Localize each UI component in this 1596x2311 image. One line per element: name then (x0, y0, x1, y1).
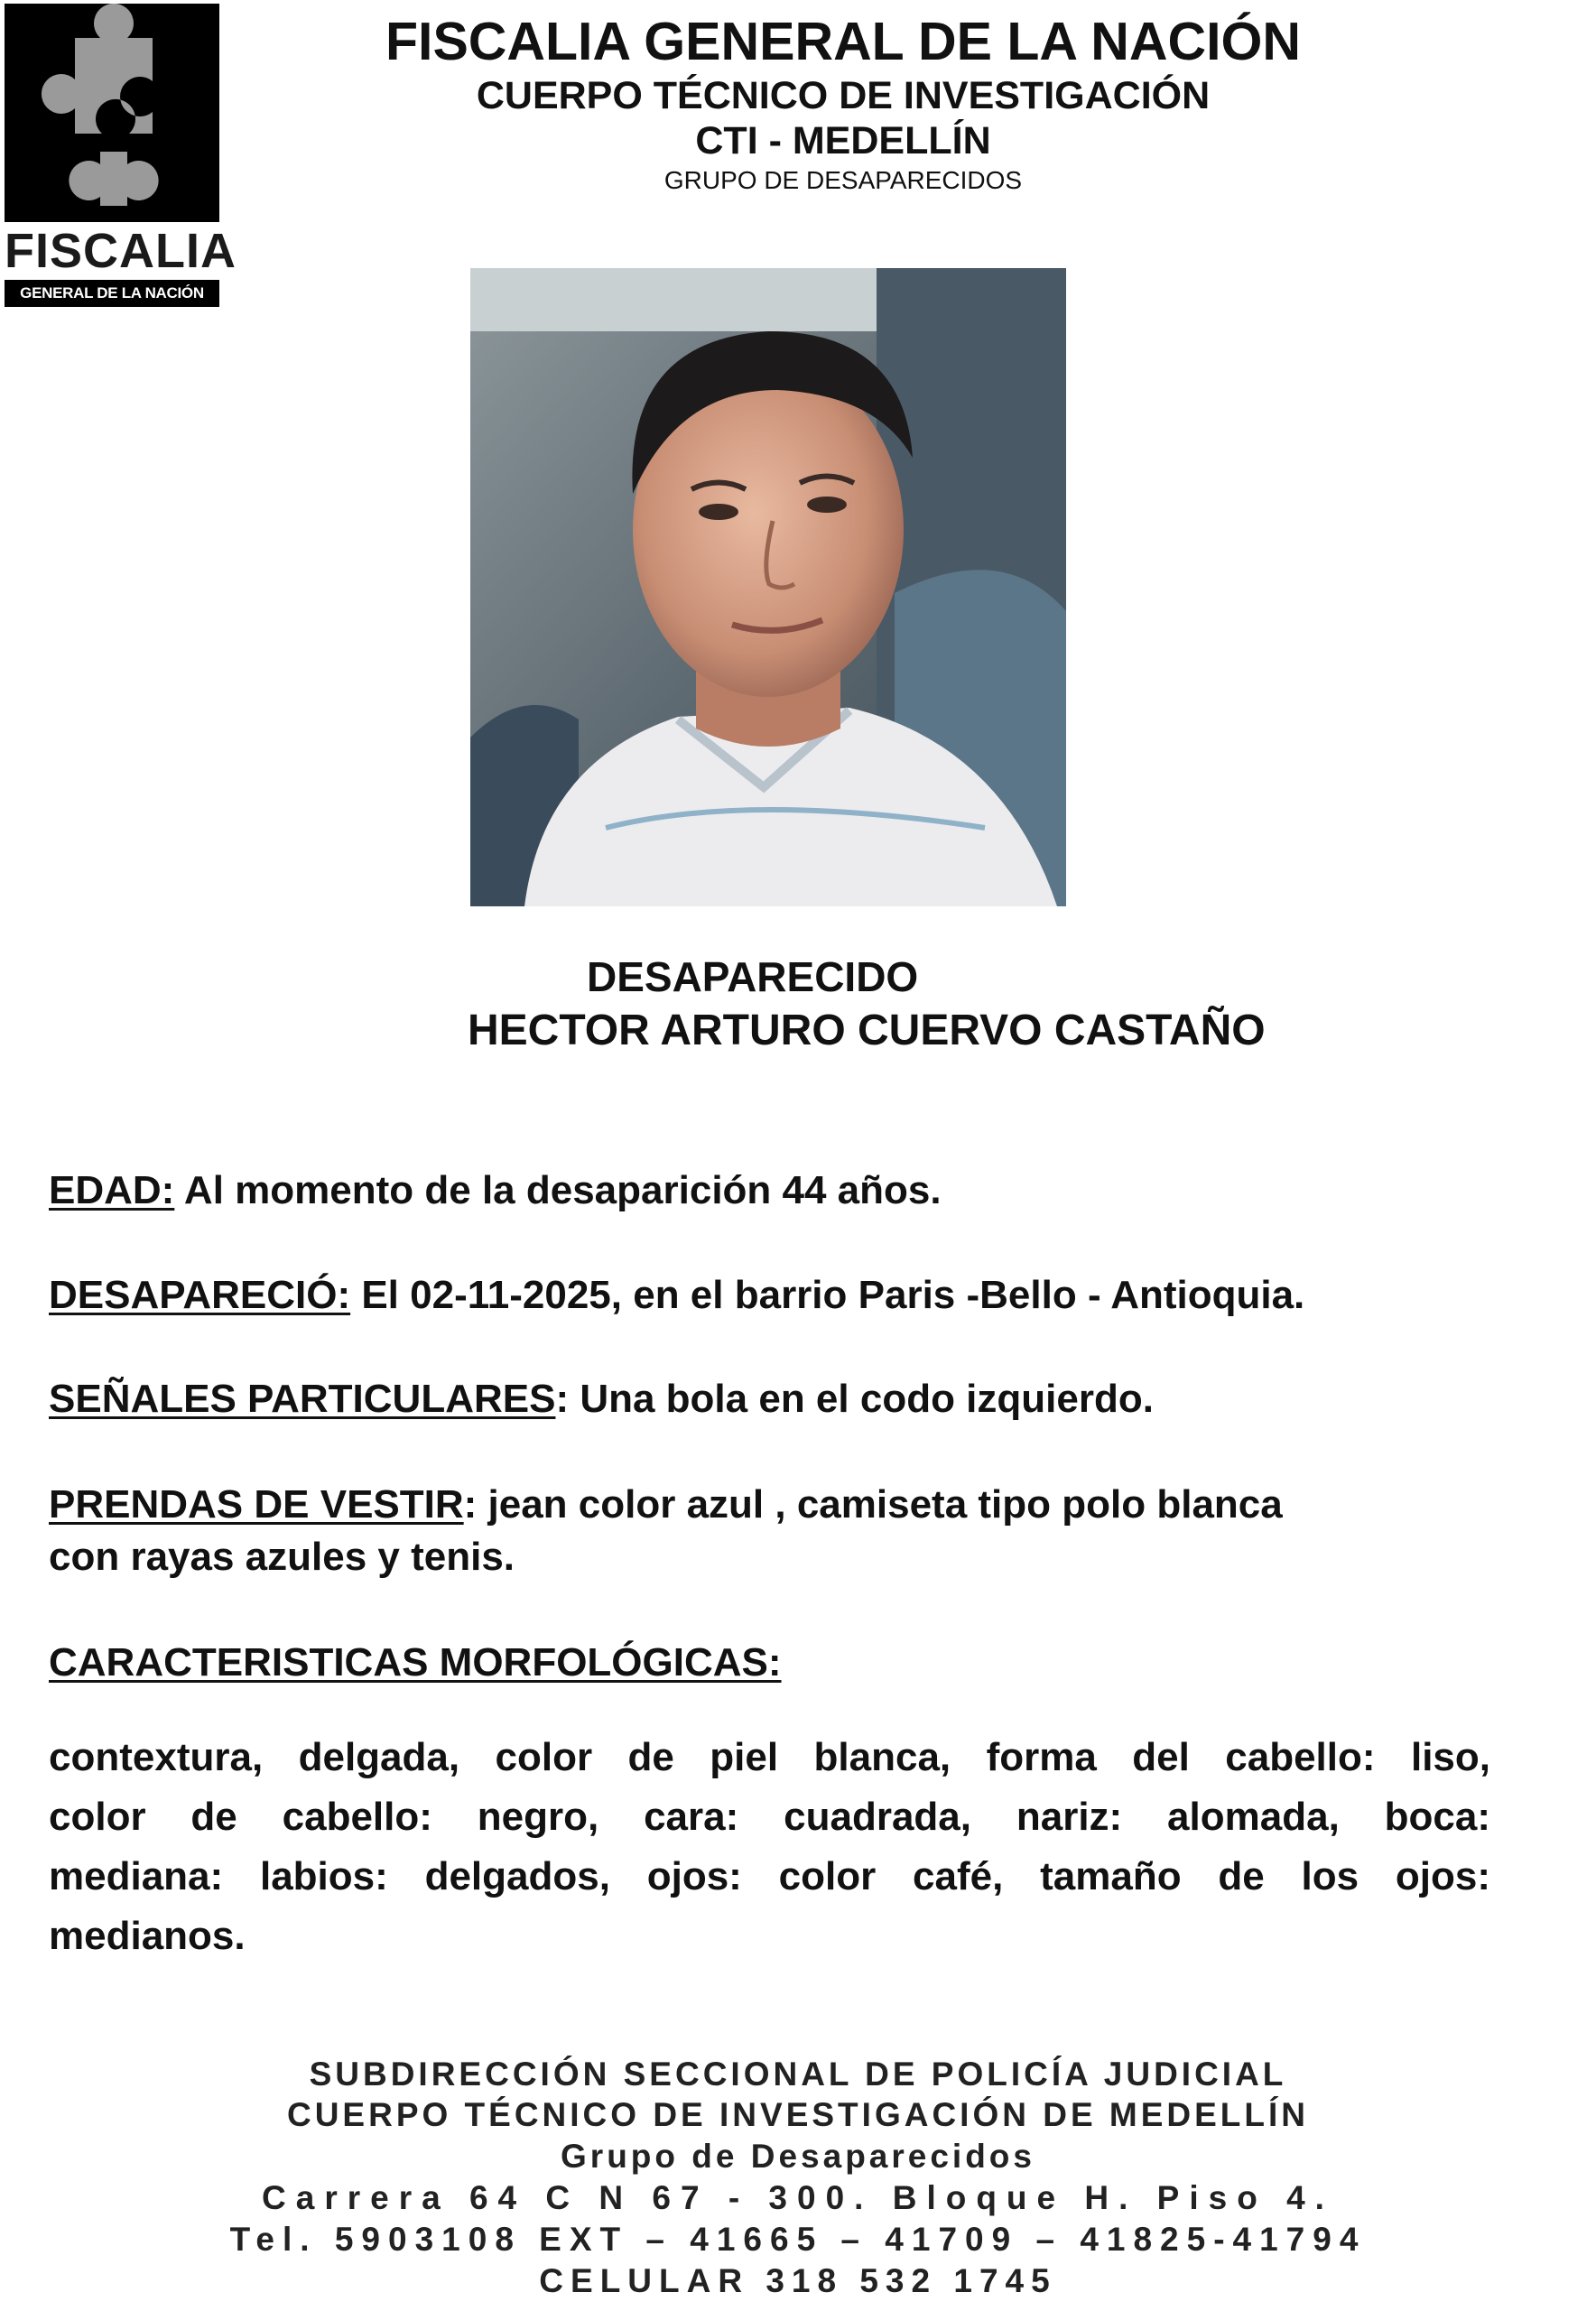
field-label: CARACTERISTICAS MORFOLÓGICAS: (49, 1640, 782, 1685)
footer-cuerpo: CUERPO TÉCNICO DE INVESTIGACIÓN DE MEDELLÍN (286, 2096, 1309, 2133)
footer-phone: Tel. 5903108 EXT – 41665 – 41709 – 41825-41794 (229, 2221, 1367, 2258)
field-value: : jean color azul , camiseta tipo polo blanca (463, 1482, 1283, 1527)
header-city: CTI - MEDELLÍN (695, 119, 991, 162)
missing-person-photo (470, 268, 1066, 906)
logo-subtitle: GENERAL DE LA NACIÓN (5, 280, 219, 307)
description-line: contextura, delgada, color de piel blanca, forma del cabello: liso, (49, 1735, 1490, 1779)
header-group: GRUPO DE DESAPARECIDOS (663, 166, 1023, 194)
field-prendas-continued: con rayas azules y tenis. (49, 1535, 515, 1579)
field-senales (49, 1373, 1493, 1425)
field-label: PRENDAS DE VESTIR (49, 1482, 464, 1527)
status-title: DESAPARECIDO (587, 953, 919, 1000)
field-caracteristicas (49, 1637, 1493, 1689)
field-value: Al momento de la desaparición 44 años. (174, 1168, 942, 1212)
footer-mobile: CELULAR 318 532 1745 (539, 2262, 1057, 2299)
field-prendas (49, 1479, 1493, 1531)
description-line: color de cabello: negro, cara: cuadrada, nariz: alomada, boca: (49, 1795, 1490, 1839)
description-line: mediana: labios: delgados, ojos: color café, tamaño de los ojos: (49, 1854, 1490, 1898)
footer-group: Grupo de Desaparecidos (561, 2138, 1035, 2175)
field-value: : Una bola en el codo izquierdo. (555, 1377, 1154, 1421)
person-name: HECTOR ARTURO CUERVO CASTAÑO (468, 1007, 1266, 1054)
logo-wordmark: FISCALIA (5, 224, 237, 278)
field-edad (49, 1165, 1493, 1217)
footer-subdireccion: SUBDIRECCIÓN SECCIONAL DE POLICÍA JUDICIAL (309, 2056, 1287, 2093)
header-institution: FISCALIA GENERAL DE LA NACIÓN (385, 12, 1301, 71)
field-desaparecio (49, 1269, 1493, 1322)
header-division: CUERPO TÉCNICO DE INVESTIGACIÓN (476, 74, 1211, 117)
description-line: medianos. (49, 1914, 246, 1958)
field-value: El 02-11-2025, en el barrio Paris -Bello - Antioquia. (350, 1273, 1305, 1317)
description-paragraph (49, 1728, 1490, 1966)
field-label: DESAPARECIÓ: (49, 1273, 351, 1317)
footer-address: Carrera 64 C N 67 - 300. Bloque H. Piso 4. (262, 2179, 1334, 2216)
field-label: EDAD: (49, 1168, 175, 1212)
field-label: SEÑALES PARTICULARES (49, 1377, 556, 1421)
